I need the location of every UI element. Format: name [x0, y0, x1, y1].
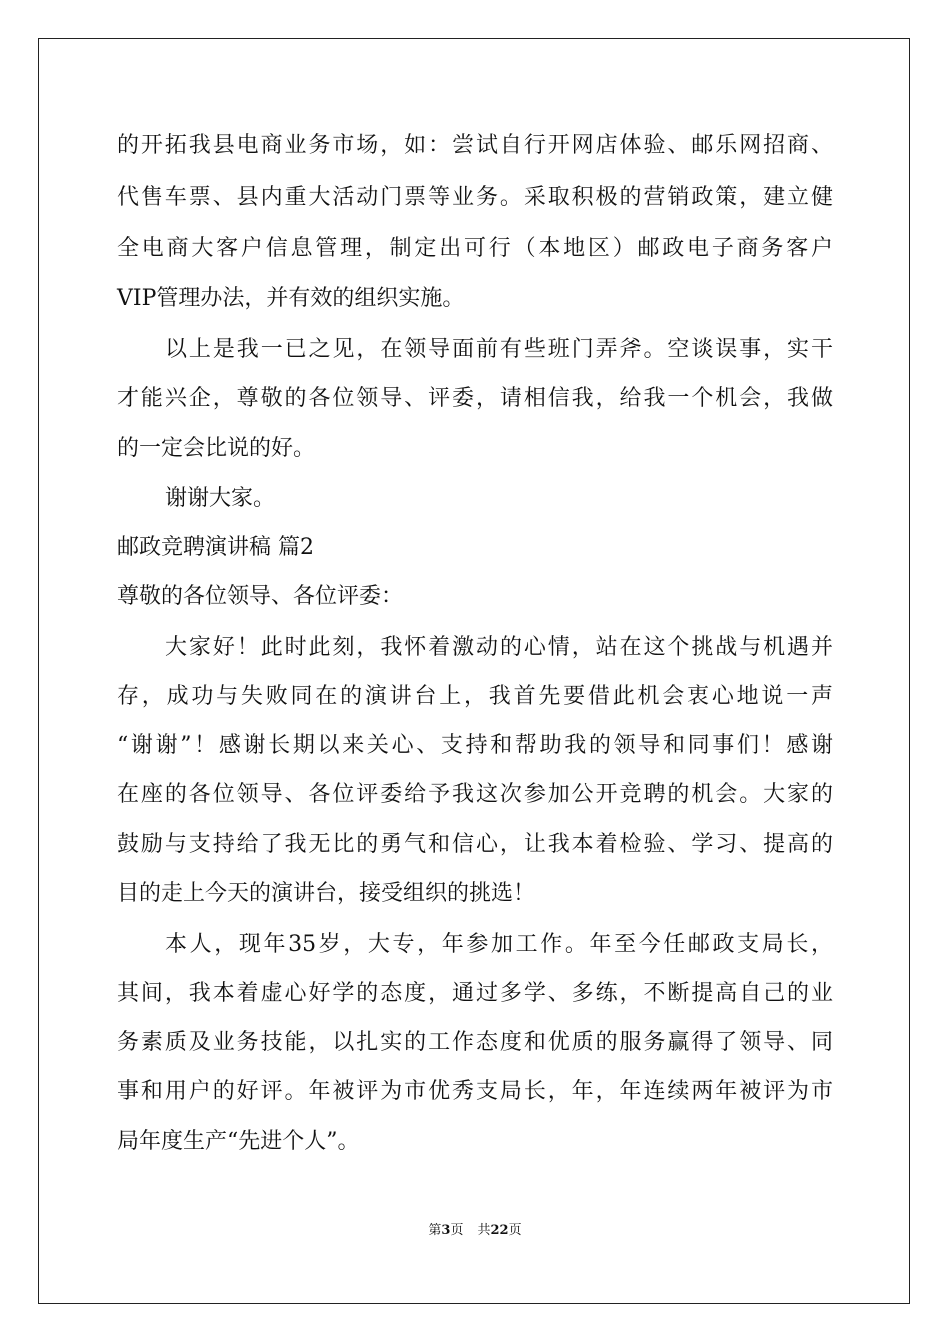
paragraph-line: 事和用户的好评。年被评为市优秀支局长，年，年连续两年被评为市 [117, 1079, 833, 1104]
thanks-line: 谢谢大家。 [165, 486, 276, 511]
paragraph-line: 在座的各位领导、各位评委给予我这次参加公开竞聘的机会。大家的 [117, 782, 833, 807]
paragraph-line: 的一定会比说的好。 [117, 436, 316, 461]
paragraph-line: 务素质及业务技能，以扎实的工作态度和优质的服务赢得了领导、同 [117, 1030, 833, 1055]
paragraph-line: 才能兴企，尊敬的各位领导、评委，请相信我，给我一个机会，我做 [117, 386, 833, 411]
paragraph-line: 局年度生产“先进个人”。 [117, 1129, 360, 1154]
salutation: 尊敬的各位领导、各位评委： [117, 584, 404, 609]
paragraph-line: 大家好！此时此刻，我怀着激动的心情，站在这个挑战与机遇并 [165, 635, 833, 660]
paragraph-line: 代售车票、县内重大活动门票等业务。采取积极的营销政策，建立健 [117, 185, 833, 210]
total-suffix: 页 [508, 1223, 522, 1238]
page-total: 22 [490, 1223, 509, 1238]
paragraph-line: 以上是我一已之见，在领导面前有些班门弄斧。空谈误事，实干 [165, 337, 833, 362]
section-heading: 邮政竞聘演讲稿 篇2 [117, 535, 314, 560]
paragraph-line: “谢谢”！感谢长期以来关心、支持和帮助我的领导和同事们！感谢 [117, 733, 833, 758]
paragraph-line: 目的走上今天的演讲台，接受组织的挑选！ [117, 881, 536, 906]
page-border [38, 38, 910, 1304]
paragraph-line: 全电商大客户信息管理，制定出可行（本地区）邮政电子商务客户 [117, 236, 833, 261]
page-suffix: 页 [450, 1223, 464, 1238]
total-prefix: 共 [477, 1223, 491, 1238]
paragraph-line: 存，成功与失败同在的演讲台上，我首先要借此机会衷心地说一声 [117, 684, 833, 709]
page-footer [0, 1219, 950, 1238]
page-prefix: 第 [428, 1223, 442, 1238]
paragraph-line: VIP管理办法，并有效的组织实施。 [117, 286, 465, 311]
paragraph-line: 其间，我本着虚心好学的态度，通过多学、多练，不断提高自己的业 [117, 981, 833, 1006]
paragraph-line: 本人，现年35岁，大专，年参加工作。年至今任邮政支局长， [165, 932, 833, 957]
page-current: 3 [441, 1223, 451, 1238]
paragraph-line: 鼓励与支持给了我无比的勇气和信心，让我本着检验、学习、提高的 [117, 832, 833, 857]
paragraph-line: 的开拓我县电商业务市场，如：尝试自行开网店体验、邮乐网招商、 [117, 133, 833, 158]
